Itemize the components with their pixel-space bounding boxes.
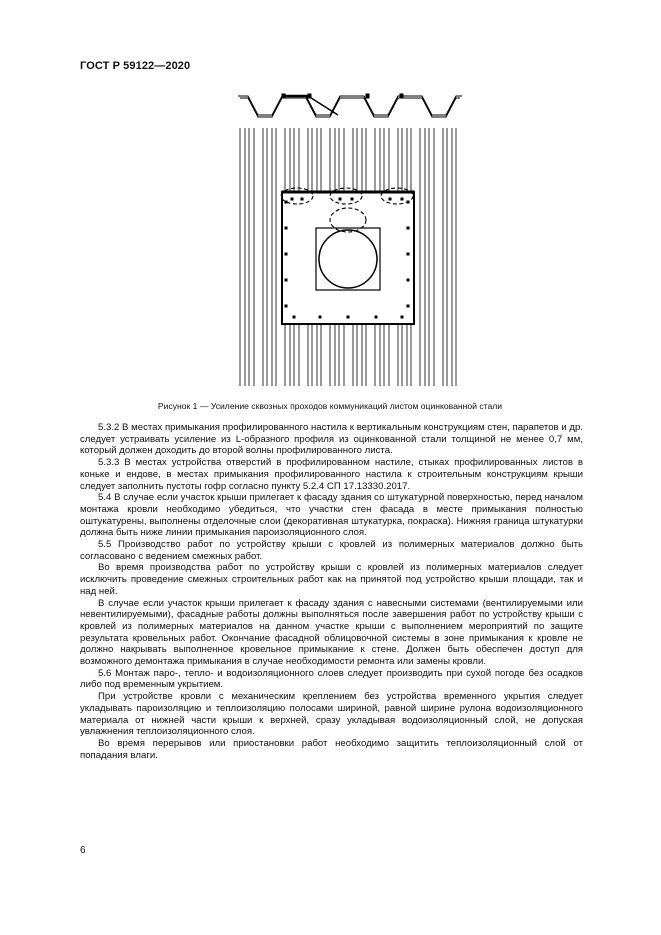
paragraph-5-6-mechanical: При устройстве кровли с механическим креплением без устройства временного укрытия следует укладывать пароизоляцию и теплоизоляцию полосами шириной, равной ширине рулона водоизоляционного материала от нижней части крыши к верхней, сразу укладывая водоизоляционный слой, не допуская увлажнения теплоизоляционного слоя. — [80, 691, 583, 738]
fastener-dot — [285, 305, 288, 308]
fastener-dot — [407, 279, 410, 282]
profiled-sheet-section — [238, 94, 462, 117]
fastener-dot — [407, 253, 410, 256]
fastener-dot — [291, 198, 294, 201]
body-text — [80, 422, 583, 761]
figure-caption: Рисунок 1 — Усиление сквозных проходов коммуникаций листом оцинкованной стали — [157, 401, 503, 411]
paragraph-5-4: 5.4 В случае если участок крыши прилегает к фасаду здания со штукатурной поверхностью, перед началом монтажа кровли необходимо убедиться, что участки стен фасада в месте примыкания полностью оштукатурены, выполнены отделочные слои (декоративная штукатурка, покраска). Нижняя граница штукатурки должна быть ниже линии примыкания пароизоляционного слоя. — [80, 492, 583, 539]
paragraph-5-6-breaks: Во время перерывов или приостановки работ необходимо защитить теплоизоляционный слой от попадания влаги. — [80, 737, 583, 761]
reinforcement-plate — [282, 192, 414, 324]
paragraph-5-5-adjacent-works: Во время производства работ по устройству крыши с кровлей из полимерных материалов следует исключить проведение смежных строительных работ как на принятой под устройство крыши площади, так и над ней. — [80, 562, 583, 597]
fastener-dot — [285, 279, 288, 282]
fastener-dot — [375, 316, 378, 319]
paragraph-5-5: 5.5 Производство работ по устройству крыши с кровлей из полимерных материалов должно быть согласовано с ведением смежных работ. — [80, 539, 583, 562]
page-number: 6 — [80, 845, 86, 856]
fastener-dot — [407, 305, 410, 308]
fastener-dot — [389, 198, 392, 201]
fastener-dot — [347, 316, 350, 319]
fastener-dot — [285, 253, 288, 256]
figure-drawing — [230, 88, 466, 388]
fastener-dot — [285, 227, 288, 230]
paragraph-5-6: 5.6 Монтаж паро-, тепло- и водоизоляционного слоев следует производить при сухой погоде без осадков либо под временным укрытием. — [80, 667, 583, 691]
fastener-dot — [407, 227, 410, 230]
fastener-dot — [401, 316, 404, 319]
fastener-dot — [339, 198, 342, 201]
paragraph-5-3-3: 5.3.3 В местах устройства отверстий в профилированном настиле, стыках профилированных листов в коньке и ендове, в местах примыкания профилированного настила к строительным конструкциям крыши следует заполнить пустоты гофр согласно пункту 5.2.4 СП 17.13330.2017. — [80, 457, 583, 492]
paragraph-5-3-2: 5.3.2 В местах примыкания профилированного настила к вертикальным конструкциям стен, парапетов и др. следует устраивать усиление из L-образного профиля из оцинкованной стали толщиной не менее 0,7 мм, который должен доходить до второй волны профилированного листа. — [80, 422, 583, 457]
standard-header: ГОСТ Р 59122—2020 — [80, 60, 191, 72]
paragraph-5-5-facade: В случае если участок крыши прилегает к фасаду здания с навесными системами (вентилируемыми или невентилируемыми), фасадные работы должны выполняться после завершения работ по устройству крыши с кровлей из полимерных материалов на данном участке крыши с выполнением мероприятий по защите результата кровельных работ. Окончание фасадной облицовочной системы в зоне примыкания к кровле не должно накрывать выполненное кровельное примыкание к стене. Должен быть обеспечен доступ для возможного демонтажа примыкания в случае необходимости ремонта или замены кровли. — [80, 597, 583, 668]
fastener-dot — [293, 316, 296, 319]
fastener-dot — [301, 198, 304, 201]
fastener-dot — [319, 316, 322, 319]
fastener-dot — [351, 198, 354, 201]
fastener-dot — [401, 198, 404, 201]
